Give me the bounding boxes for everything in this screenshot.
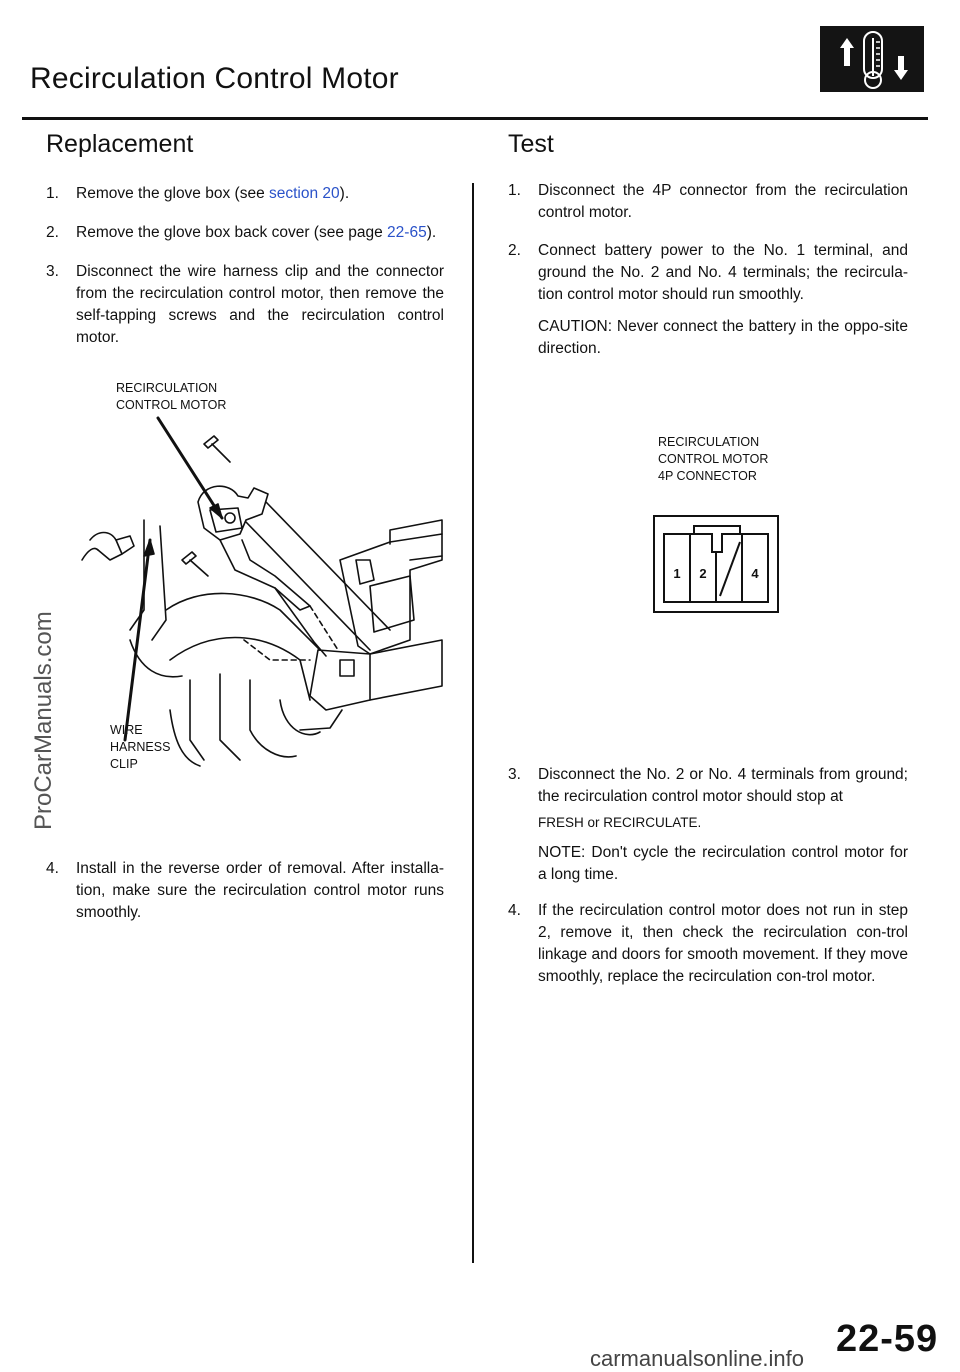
bottom-watermark: carmanualsonline.info <box>590 1346 805 1371</box>
note-text: NOTE: Don't cycle the recirculation control motor for a long time. <box>538 844 908 883</box>
replacement-step-2 <box>46 222 444 244</box>
terminal-label: 1 <box>673 566 681 581</box>
step-text: Remove the glove box back cover (see page <box>76 224 388 241</box>
terminal-label: 2 <box>699 566 707 581</box>
stop-positions: FRESH or RECIRCULATE. <box>538 815 702 830</box>
4p-connector-diagram <box>650 512 782 616</box>
step-text: Install in the reverse order of removal. After installa-tion, make sure the recirculation control motor runs smoothly. <box>76 860 444 921</box>
page-22-65-link[interactable]: 22-65 <box>387 224 427 241</box>
motor-location-illustration <box>70 410 460 790</box>
column-divider <box>472 183 474 1263</box>
step-number: 4. <box>508 902 521 919</box>
step-number: 2. <box>46 224 59 241</box>
step-text-end: ). <box>426 224 437 241</box>
wire-harness-clip-label: WIRE HARNESS CLIP <box>110 723 171 771</box>
motor-callout-label: RECIRCULATION CONTROL MOTOR <box>116 381 227 412</box>
step-text: If the recirculation control motor does not run in step 2, remove it, then check the recirculation con-trol linkage and doors for smooth movement. If they move smoothly, replace the recirculation con-trol motor. <box>538 902 908 985</box>
step-number: 3. <box>508 766 521 783</box>
step-text: Remove the glove box (see <box>76 185 269 202</box>
page-title: Recirculation Control Motor <box>30 62 399 95</box>
test-step-3 <box>508 764 908 834</box>
step-number: 1. <box>508 182 521 199</box>
step-number: 2. <box>508 242 521 259</box>
heater-temperature-icon <box>820 26 924 92</box>
step-number: 1. <box>46 185 59 202</box>
step-number: 3. <box>46 263 59 280</box>
replacement-step-4 <box>46 858 444 924</box>
test-step-4 <box>508 900 908 988</box>
step-number: 4. <box>46 860 59 877</box>
test-step-2 <box>508 240 908 306</box>
page-number: 22-59 <box>836 1318 939 1360</box>
connector-callout-label: RECIRCULATION CONTROL MOTOR 4P CONNECTOR <box>658 435 769 483</box>
terminal-label: 4 <box>751 566 759 581</box>
replacement-step-1 <box>46 183 444 205</box>
step-text: Disconnect the wire harness clip and the connector from the recirculation control motor, then remove the self-tapping screws and the recirculation control motor. <box>76 263 444 346</box>
test-heading: Test <box>508 130 554 158</box>
step-text: Disconnect the 4P connector from the recirculation control motor. <box>538 182 908 221</box>
side-watermark: ProCarManuals.com <box>30 611 57 830</box>
test-step-1 <box>508 180 908 224</box>
replacement-heading: Replacement <box>46 130 194 158</box>
section-20-link[interactable]: section 20 <box>269 185 340 202</box>
step-text-end: ). <box>339 185 350 202</box>
title-rule <box>22 117 928 120</box>
step-text: Connect battery power to the No. 1 terminal, and ground the No. 2 and No. 4 terminals; the recircula-tion control motor should run smoothly. <box>538 242 908 303</box>
replacement-step-3 <box>46 261 444 349</box>
step-text: Disconnect the No. 2 or No. 4 terminals from ground; the recirculation control motor should stop at <box>538 766 908 805</box>
caution-note: CAUTION: Never connect the battery in the oppo-site direction. <box>538 318 908 357</box>
